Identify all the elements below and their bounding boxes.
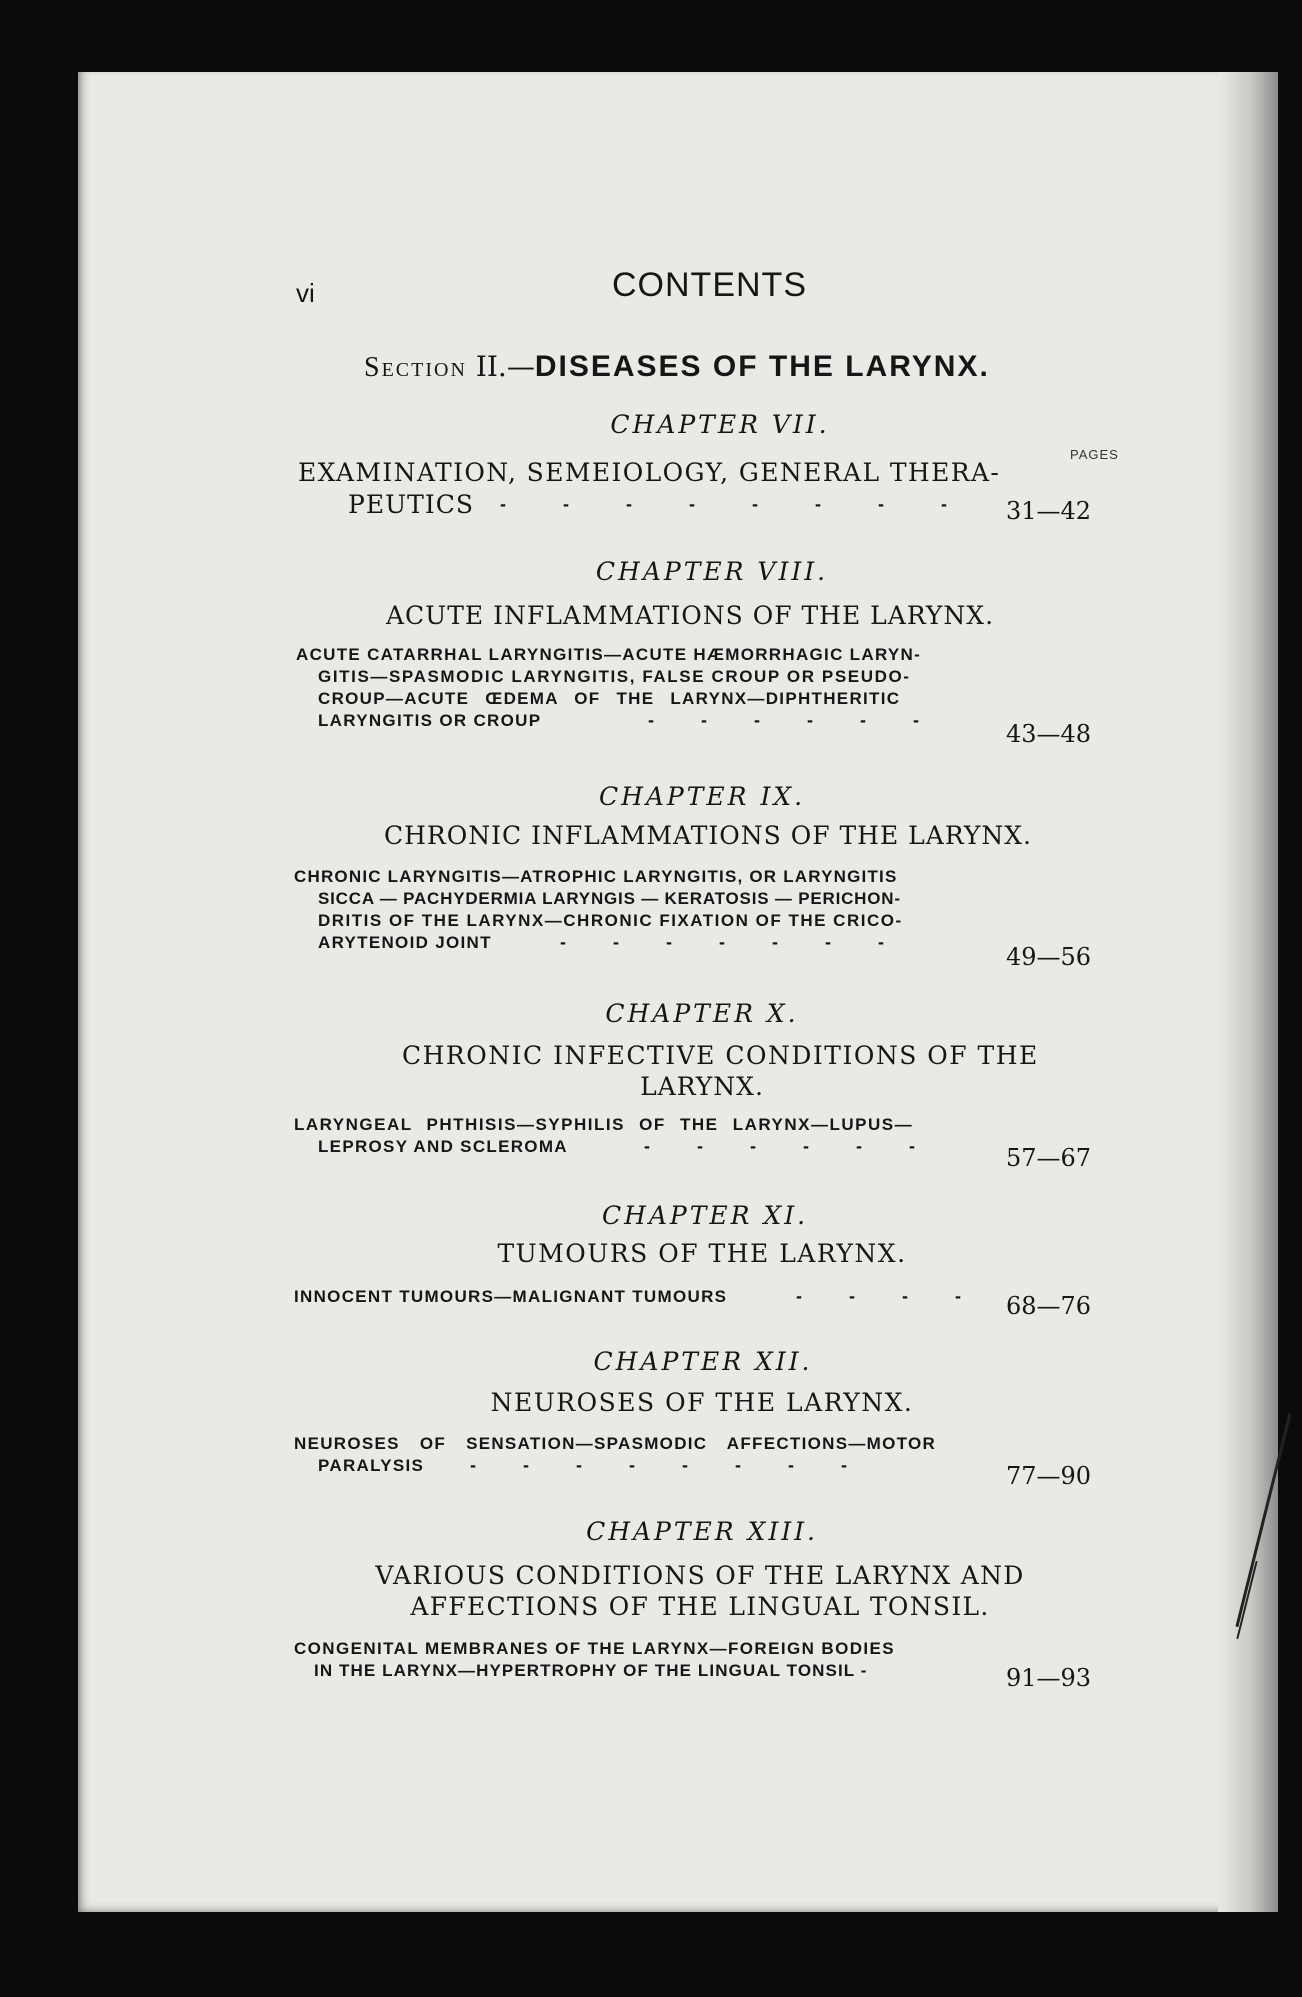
chapter-9-page-range: 49—56 bbox=[1006, 943, 1092, 971]
chapter-8-page-range: 43—48 bbox=[1006, 720, 1092, 748]
chapter-10-title-line-2: LARYNX. bbox=[640, 1072, 764, 1101]
chapter-10-desc-line-1: LARYNGEAL PHTHISIS—SYPHILIS OF THE LARYNX—LUPUS— bbox=[294, 1115, 914, 1134]
chapter-13-page-range: 91—93 bbox=[1006, 1664, 1092, 1692]
chapter-11-leader-dots: - - - - bbox=[796, 1286, 961, 1306]
chapter-7-heading: CHAPTER VII. bbox=[610, 410, 830, 439]
chapter-12-desc-line-1: NEUROSES OF SENSATION—SPASMODIC AFFECTIONS—MOTOR bbox=[294, 1434, 937, 1453]
chapter-12-leader-dots: - - - - - - - - bbox=[470, 1455, 847, 1475]
chapter-9-title: CHRONIC INFLAMMATIONS OF THE LARYNX. bbox=[384, 821, 1032, 850]
chapter-11-heading: CHAPTER XI. bbox=[601, 1201, 809, 1230]
chapter-10-title-line-1: CHRONIC INFECTIVE CONDITIONS OF THE bbox=[402, 1041, 1039, 1070]
book-page bbox=[78, 72, 1278, 1912]
chapter-9-desc-line-4: ARYTENOID JOINT bbox=[318, 933, 492, 952]
chapter-12-title: NEUROSES OF THE LARYNX. bbox=[490, 1388, 914, 1417]
chapter-10-desc-line-2: LEPROSY AND SCLEROMA bbox=[318, 1137, 568, 1156]
section-number: II.— bbox=[475, 350, 535, 383]
chapter-12-heading: CHAPTER XII. bbox=[593, 1347, 813, 1376]
page-folio: vi bbox=[296, 278, 315, 308]
chapter-13-desc-line-1: CONGENITAL MEMBRANES OF THE LARYNX—FOREIGN BODIES bbox=[294, 1639, 895, 1658]
section-heading bbox=[364, 350, 990, 384]
chapter-7-page-range: 31—42 bbox=[1006, 497, 1092, 525]
chapter-9-leader-dots: - - - - - - - bbox=[560, 932, 884, 952]
pages-column-label: PAGES bbox=[1070, 447, 1119, 462]
chapter-7-title-line-1: EXAMINATION, SEMEIOLOGY, GENERAL THERA- bbox=[298, 458, 1001, 487]
chapter-11-page-range: 68—76 bbox=[1006, 1292, 1092, 1320]
chapter-10-page-range: 57—67 bbox=[1006, 1144, 1092, 1172]
chapter-7-leader-dots: - - - - - - - - bbox=[500, 494, 947, 514]
chapter-8-desc-line-3: CROUP—ACUTE ŒDEMA OF THE LARYNX—DIPHTHERITIC bbox=[318, 689, 901, 708]
chapter-9-desc-line-3: DRITIS OF THE LARYNX—CHRONIC FIXATION OF THE CRICO- bbox=[318, 911, 903, 930]
chapter-12-desc-line-2: PARALYSIS bbox=[318, 1456, 425, 1475]
chapter-11-desc-line-1: INNOCENT TUMOURS—MALIGNANT TUMOURS bbox=[294, 1287, 728, 1306]
chapter-9-heading: CHAPTER IX. bbox=[598, 782, 806, 811]
page-edge-shadow bbox=[1218, 72, 1278, 1912]
section-title: DISEASES OF THE LARYNX. bbox=[534, 350, 990, 383]
chapter-12-page-range: 77—90 bbox=[1006, 1462, 1092, 1490]
chapter-13-title-line-1: VARIOUS CONDITIONS OF THE LARYNX AND bbox=[375, 1561, 1025, 1590]
chapter-10-heading: CHAPTER X. bbox=[605, 999, 799, 1028]
section-word: Section bbox=[364, 352, 467, 383]
chapter-13-desc-line-2: IN THE LARYNX—HYPERTROPHY OF THE LINGUAL TONSIL - bbox=[314, 1661, 868, 1680]
chapter-8-leader-dots: - - - - - - bbox=[648, 710, 919, 730]
chapter-10-leader-dots: - - - - - - bbox=[644, 1136, 915, 1156]
chapter-7-title-line-2: PEUTICS bbox=[348, 490, 474, 519]
chapter-8-desc-line-4: LARYNGITIS OR CROUP bbox=[318, 711, 542, 730]
chapter-8-desc-line-2: GITIS—SPASMODIC LARYNGITIS, FALSE CROUP OR PSEUDO- bbox=[318, 667, 911, 686]
chapter-9-desc-line-2: SICCA — PACHYDERMIA LARYNGIS — KERATOSIS — PERICHON- bbox=[318, 889, 901, 908]
chapter-11-title: TUMOURS OF THE LARYNX. bbox=[497, 1239, 907, 1268]
chapter-8-heading: CHAPTER VIII. bbox=[595, 557, 829, 586]
chapter-13-heading: CHAPTER XIII. bbox=[586, 1517, 818, 1546]
chapter-8-desc-line-1: ACUTE CATARRHAL LARYNGITIS—ACUTE HÆMORRHAGIC LARYN- bbox=[296, 645, 922, 664]
chapter-13-title-line-2: AFFECTIONS OF THE LINGUAL TONSIL. bbox=[410, 1592, 990, 1621]
chapter-8-title: ACUTE INFLAMMATIONS OF THE LARYNX. bbox=[385, 601, 995, 630]
running-title: CONTENTS bbox=[612, 266, 807, 304]
chapter-9-desc-line-1: CHRONIC LARYNGITIS—ATROPHIC LARYNGITIS, OR LARYNGITIS bbox=[294, 867, 898, 886]
